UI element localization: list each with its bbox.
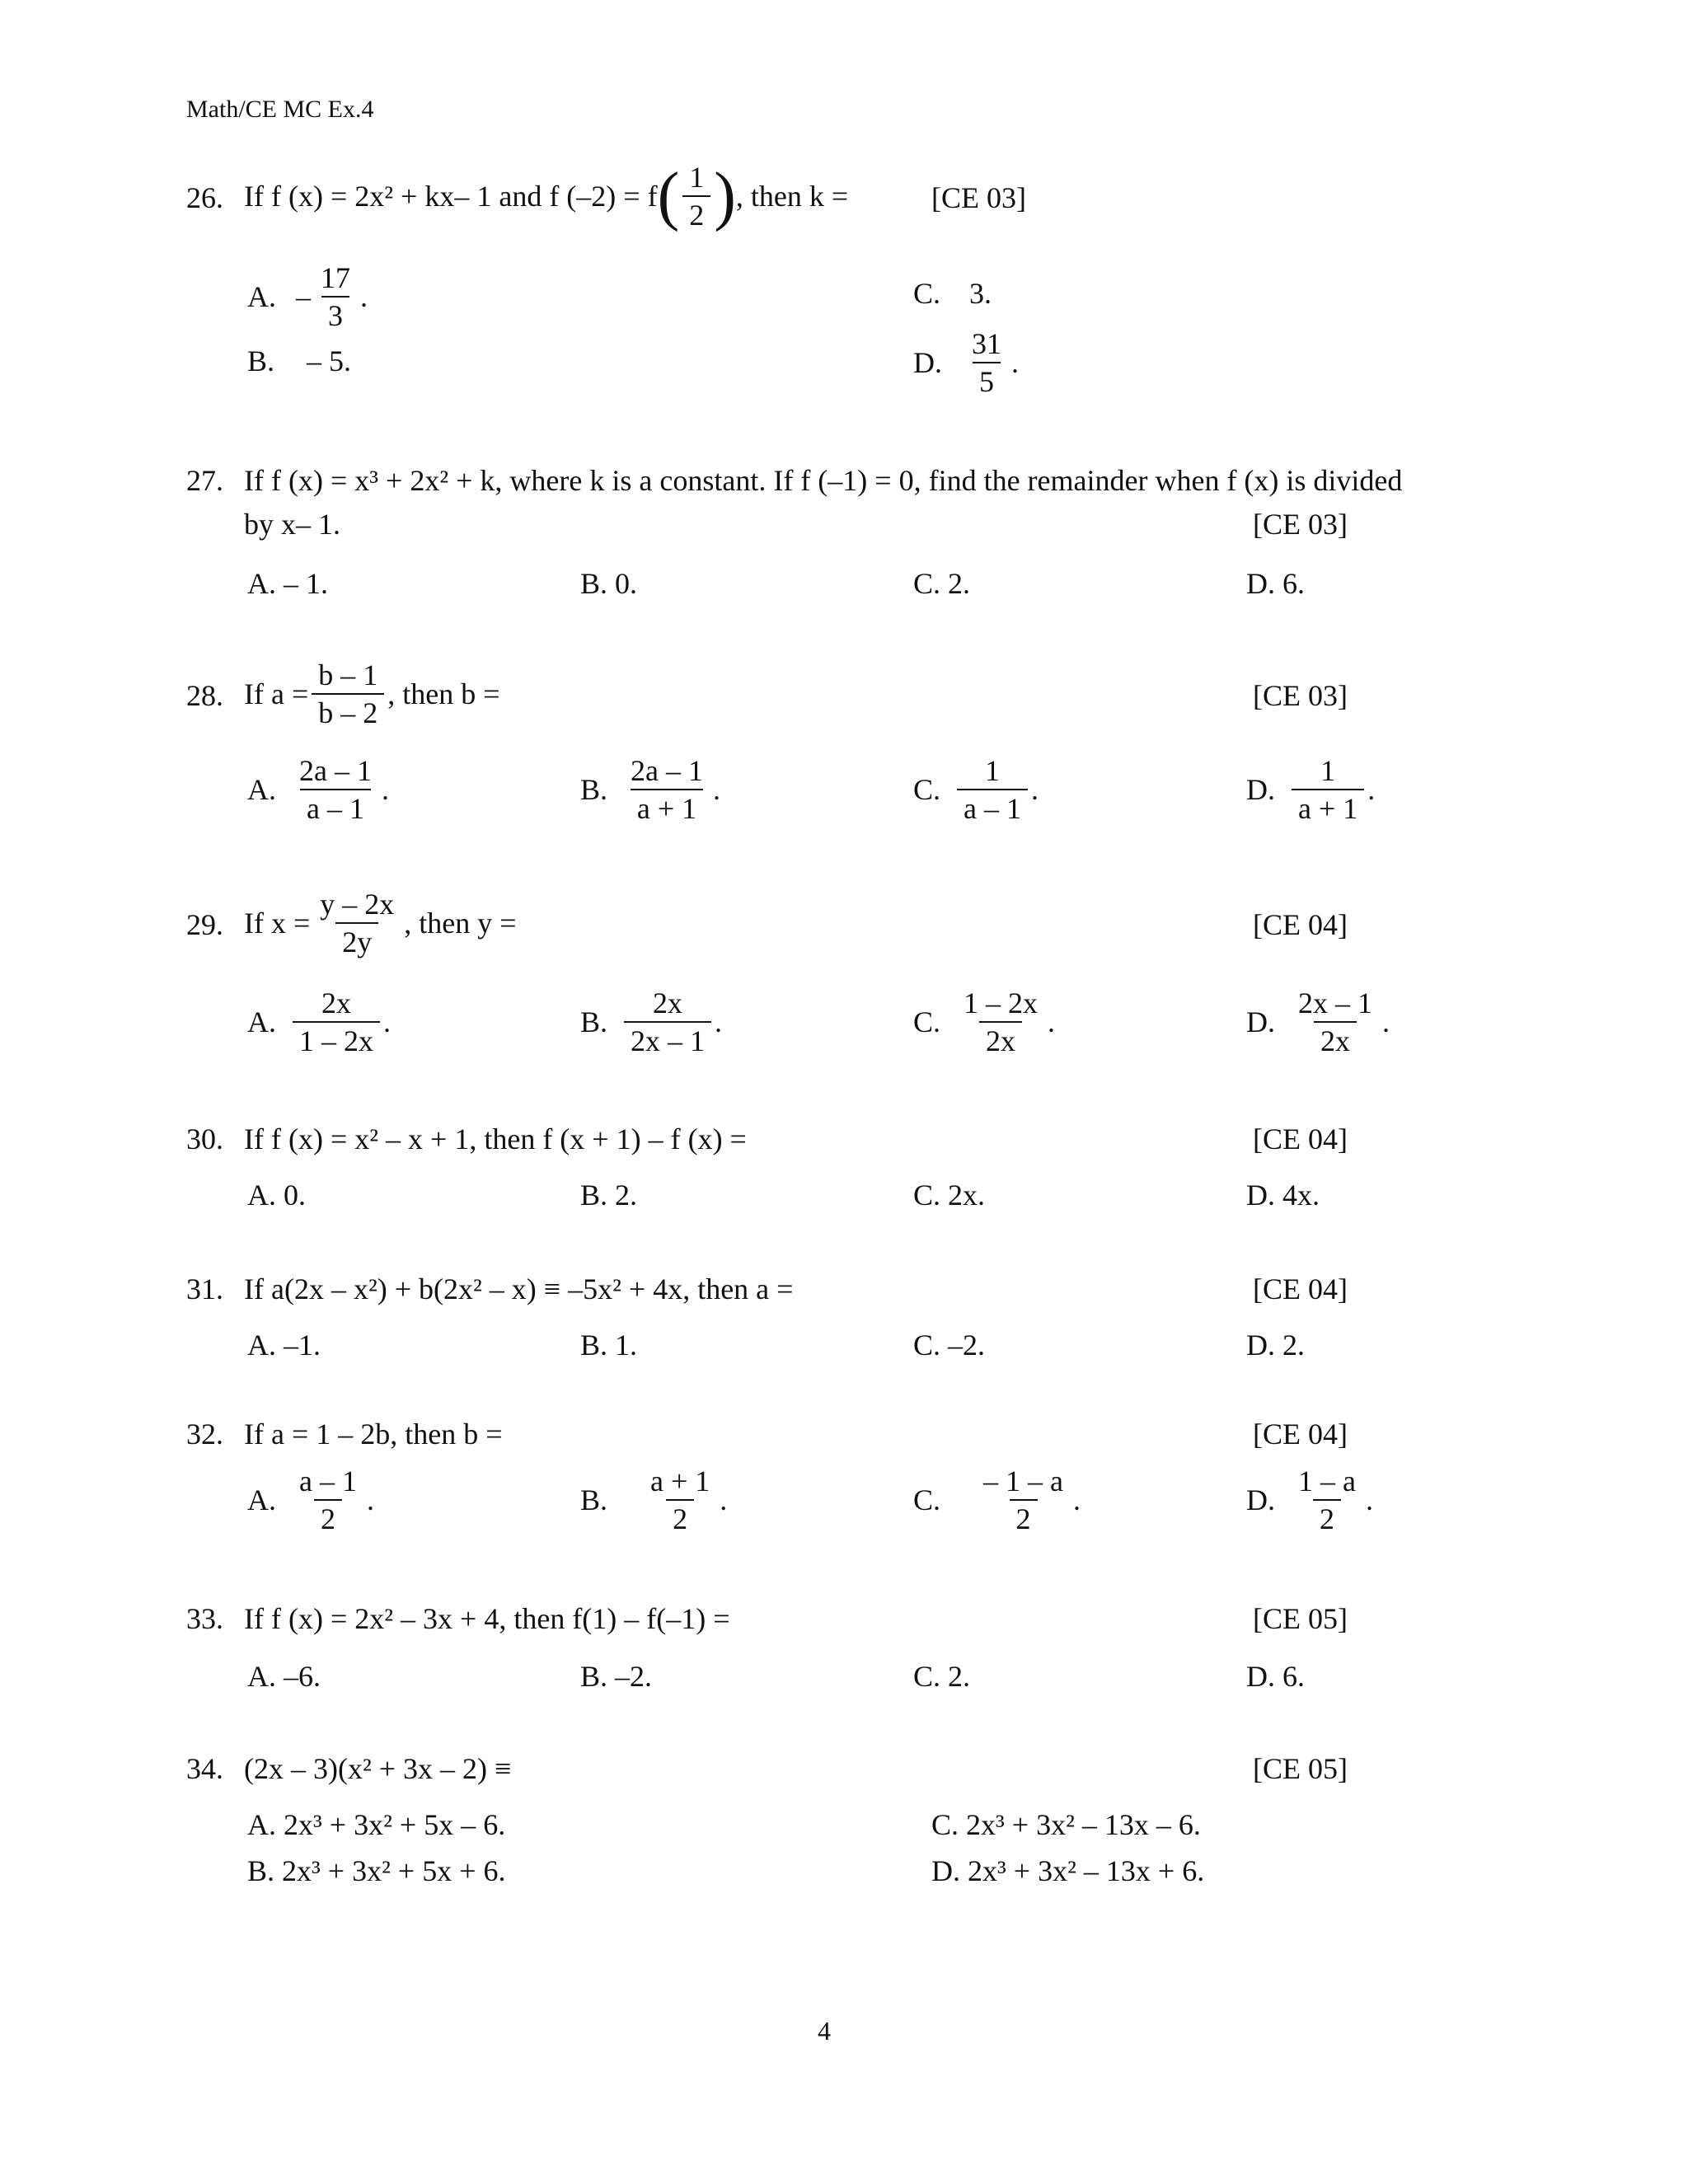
- option-c-fraction: [957, 988, 1044, 1056]
- option-a-den: 3: [321, 296, 349, 330]
- question-28-stem: [244, 653, 500, 735]
- question-27-tag: [CE 03]: [1253, 508, 1348, 541]
- question-31-option-a[interactable]: A. –1.: [247, 1329, 321, 1361]
- question-31-stem: If a(2x – x²) + b(2x² – x) ≡ –5x² + 4x, then a =: [244, 1272, 794, 1305]
- question-34-tag: [CE 05]: [1253, 1752, 1348, 1785]
- option-b-den: 2: [666, 1499, 694, 1534]
- option-d-label: D.: [1246, 773, 1275, 806]
- question-26-option-b[interactable]: [247, 346, 351, 376]
- question-32-tag: [CE 04]: [1253, 1418, 1348, 1451]
- option-d-num: 1: [1320, 754, 1336, 787]
- question-28-option-b[interactable]: [580, 748, 720, 831]
- question-33-option-b[interactable]: B. –2.: [580, 1660, 653, 1693]
- option-c-label: C.: [913, 277, 941, 310]
- question-26-option-a[interactable]: [247, 255, 368, 338]
- question-29-option-d[interactable]: [1246, 981, 1390, 1063]
- question-30-option-b[interactable]: B. 2.: [580, 1179, 638, 1212]
- option-b-label: B.: [580, 773, 608, 806]
- option-d-fraction: [1292, 756, 1364, 823]
- question-27-option-b[interactable]: B. 0.: [580, 567, 638, 600]
- question-31-option-b[interactable]: B. 1.: [580, 1329, 638, 1361]
- option-b-label: B.: [580, 1483, 608, 1516]
- option-b-dot: .: [715, 1005, 723, 1038]
- option-b-num: 2x: [653, 987, 683, 1019]
- option-d-dot: .: [1011, 346, 1019, 379]
- question-33-option-d[interactable]: D. 6.: [1246, 1660, 1305, 1693]
- option-d-label: D.: [913, 346, 942, 379]
- option-d-num: 31: [972, 327, 1001, 360]
- question-28-option-a[interactable]: [247, 748, 389, 831]
- option-d-fraction: [965, 329, 1008, 396]
- question-26-fraction: [682, 162, 710, 230]
- option-d-fraction: [1292, 1466, 1362, 1534]
- option-b-den: a + 1: [631, 789, 703, 823]
- question-33-option-c[interactable]: C. 2.: [913, 1660, 971, 1693]
- question-26-paren-close: ): [714, 160, 736, 232]
- option-d-num: 1 – a: [1298, 1465, 1356, 1497]
- question-28-number: 28.: [186, 679, 223, 712]
- option-d-label: D.: [1246, 1483, 1275, 1516]
- question-26-fraction-num: 1: [689, 161, 705, 194]
- question-32-number: 32.: [186, 1418, 223, 1451]
- option-a-num: 2a – 1: [299, 754, 372, 787]
- question-29-stem-a: If x =: [244, 907, 311, 940]
- option-d-fraction: [1292, 988, 1379, 1056]
- question-32-option-a[interactable]: [247, 1459, 374, 1541]
- question-27-number: 27.: [186, 464, 223, 497]
- question-30-option-a[interactable]: A. 0.: [247, 1179, 306, 1212]
- question-26-paren-open: (: [657, 160, 680, 232]
- option-a-den: 1 – 2x: [293, 1021, 380, 1056]
- option-c-dot: .: [1031, 773, 1039, 806]
- option-d-den: 2x: [1314, 1021, 1357, 1056]
- question-26-paren-fraction: [658, 162, 736, 230]
- option-c-text: 3.: [969, 277, 992, 310]
- question-29-stem-den: 2y: [335, 922, 378, 957]
- question-26-stem-a: If f (x) = 2x² + kx– 1 and f (–2) = f: [244, 180, 658, 213]
- question-29-number: 29.: [186, 908, 223, 941]
- question-29-option-b[interactable]: [580, 981, 722, 1063]
- option-d-den: 2: [1313, 1499, 1341, 1534]
- option-c-fraction: [957, 756, 1028, 823]
- option-a-dot: .: [360, 280, 368, 313]
- question-33-tag: [CE 05]: [1253, 1602, 1348, 1635]
- question-28-option-d[interactable]: [1246, 748, 1375, 831]
- option-d-den: 5: [973, 362, 1001, 396]
- option-a-fraction: [293, 756, 378, 823]
- option-b-fraction: [624, 756, 710, 823]
- page-number: 4: [818, 2016, 831, 2046]
- option-a-fraction: [314, 263, 357, 330]
- question-32-option-d[interactable]: [1246, 1459, 1373, 1541]
- question-26-number: 26.: [186, 181, 223, 214]
- option-a-den: 2: [314, 1499, 342, 1534]
- question-31-option-d[interactable]: D. 2.: [1246, 1329, 1305, 1361]
- question-34-stem: (2x – 3)(x² + 3x – 2) ≡: [244, 1752, 512, 1785]
- option-a-dot: .: [381, 773, 389, 806]
- question-34-number: 34.: [186, 1752, 223, 1785]
- option-b-den: 2x – 1: [624, 1021, 711, 1056]
- option-a-fraction: [293, 1466, 363, 1534]
- question-27-option-d[interactable]: D. 6.: [1246, 567, 1305, 600]
- question-30-stem: If f (x) = x² – x + 1, then f (x + 1) – f (x) =: [244, 1122, 747, 1155]
- option-c-label: C.: [913, 1005, 941, 1038]
- option-a-num: 17: [321, 261, 350, 294]
- question-26-stem-b: , then k =: [735, 180, 849, 213]
- question-28-option-c[interactable]: [913, 748, 1039, 831]
- question-34-option-d[interactable]: D. 2x³ + 3x² – 13x + 6.: [931, 1854, 1205, 1887]
- question-32-option-b[interactable]: [580, 1459, 727, 1541]
- question-26-option-c[interactable]: [913, 279, 992, 308]
- option-b-label: B.: [580, 1005, 608, 1038]
- question-26-option-d[interactable]: [913, 321, 1019, 404]
- question-34-option-a[interactable]: A. 2x³ + 3x² + 5x – 6.: [247, 1808, 506, 1841]
- question-28-stem-b: , then b =: [387, 677, 500, 710]
- question-26-fraction-den: 2: [682, 195, 710, 230]
- question-29-tag: [CE 04]: [1253, 908, 1348, 941]
- option-a-sign: –: [296, 280, 311, 313]
- option-c-num: 1: [985, 754, 1000, 787]
- option-d-den: a + 1: [1292, 789, 1364, 823]
- question-31-option-c[interactable]: C. –2.: [913, 1329, 986, 1361]
- option-d-label: D.: [1246, 1005, 1275, 1038]
- option-d-dot: .: [1365, 1483, 1373, 1516]
- option-c-label: C.: [913, 1483, 941, 1516]
- question-28-stem-a: If a =: [244, 677, 309, 710]
- question-30-option-d[interactable]: D. 4x.: [1246, 1179, 1320, 1212]
- option-c-den: a – 1: [957, 789, 1028, 823]
- option-a-fraction: [293, 988, 380, 1056]
- option-d-dot: .: [1367, 773, 1376, 806]
- option-b-num: a + 1: [650, 1465, 710, 1497]
- option-b-num: 2a – 1: [631, 754, 703, 787]
- question-34-option-c[interactable]: C. 2x³ + 3x² – 13x – 6.: [931, 1808, 1201, 1841]
- option-a-den: a – 1: [300, 789, 371, 823]
- option-b-dot: .: [713, 773, 720, 806]
- question-26-tag: [CE 03]: [931, 181, 1026, 214]
- option-d-dot: .: [1382, 1005, 1390, 1038]
- option-c-num: – 1 – a: [983, 1465, 1063, 1497]
- option-a-label: A.: [247, 773, 276, 806]
- question-30-tag: [CE 04]: [1253, 1122, 1348, 1155]
- option-a-dot: .: [366, 1483, 374, 1516]
- question-33-number: 33.: [186, 1602, 223, 1635]
- question-28-stem-den: b – 2: [312, 693, 384, 728]
- option-c-label: C.: [913, 773, 941, 806]
- option-a-label: A.: [247, 1483, 276, 1516]
- question-33-option-a[interactable]: A. –6.: [247, 1660, 321, 1693]
- question-28-tag: [CE 03]: [1253, 679, 1348, 712]
- option-b-label: B.: [247, 344, 275, 377]
- option-c-den: 2x: [979, 1021, 1022, 1056]
- question-26-stem: [244, 155, 848, 237]
- option-c-fraction: [977, 1466, 1070, 1534]
- question-27-stem-line1: If f (x) = x³ + 2x² + k, where k is a constant. If f (–1) = 0, find the remainder when f (x) is divided: [244, 464, 1403, 497]
- question-29-option-c[interactable]: [913, 981, 1055, 1063]
- option-d-num: 2x – 1: [1298, 987, 1372, 1019]
- question-29-stem-num: y – 2x: [320, 888, 395, 921]
- question-34-option-b[interactable]: B. 2x³ + 3x² + 5x + 6.: [247, 1854, 506, 1887]
- option-a-num: a – 1: [299, 1465, 357, 1497]
- option-a-dot: .: [383, 1005, 391, 1038]
- option-c-den: 2: [1010, 1499, 1038, 1534]
- page-header: Math/CE MC Ex.4: [186, 96, 374, 123]
- option-a-label: A.: [247, 1005, 276, 1038]
- question-32-option-c[interactable]: [913, 1459, 1081, 1541]
- option-a-label: A.: [247, 280, 276, 313]
- question-27-stem-line2: by x– 1.: [244, 508, 340, 541]
- question-31-tag: [CE 04]: [1253, 1272, 1348, 1305]
- question-32-stem: If a = 1 – 2b, then b =: [244, 1418, 503, 1451]
- question-29-stem-b: , then y =: [404, 907, 517, 940]
- option-a-num: 2x: [321, 987, 351, 1019]
- question-27-option-c[interactable]: C. 2.: [913, 567, 971, 600]
- question-29-stem: [244, 882, 517, 964]
- option-b-text: – 5.: [307, 344, 352, 377]
- option-b-fraction: [624, 988, 711, 1056]
- option-b-dot: .: [720, 1483, 728, 1516]
- question-33-stem: If f (x) = 2x² – 3x + 4, then f(1) – f(–1) =: [244, 1602, 730, 1635]
- question-31-number: 31.: [186, 1272, 223, 1305]
- question-29-option-a[interactable]: [247, 981, 391, 1063]
- question-30-number: 30.: [186, 1122, 223, 1155]
- question-28-stem-fraction: [312, 660, 384, 728]
- question-30-option-c[interactable]: C. 2x.: [913, 1179, 986, 1212]
- question-29-stem-fraction: [313, 889, 401, 957]
- question-28-stem-num: b – 1: [318, 658, 378, 691]
- option-c-num: 1 – 2x: [964, 987, 1039, 1019]
- option-c-dot: .: [1073, 1483, 1081, 1516]
- option-b-fraction: [644, 1466, 716, 1534]
- option-c-dot: .: [1048, 1005, 1056, 1038]
- question-27-option-a[interactable]: A. – 1.: [247, 567, 328, 600]
